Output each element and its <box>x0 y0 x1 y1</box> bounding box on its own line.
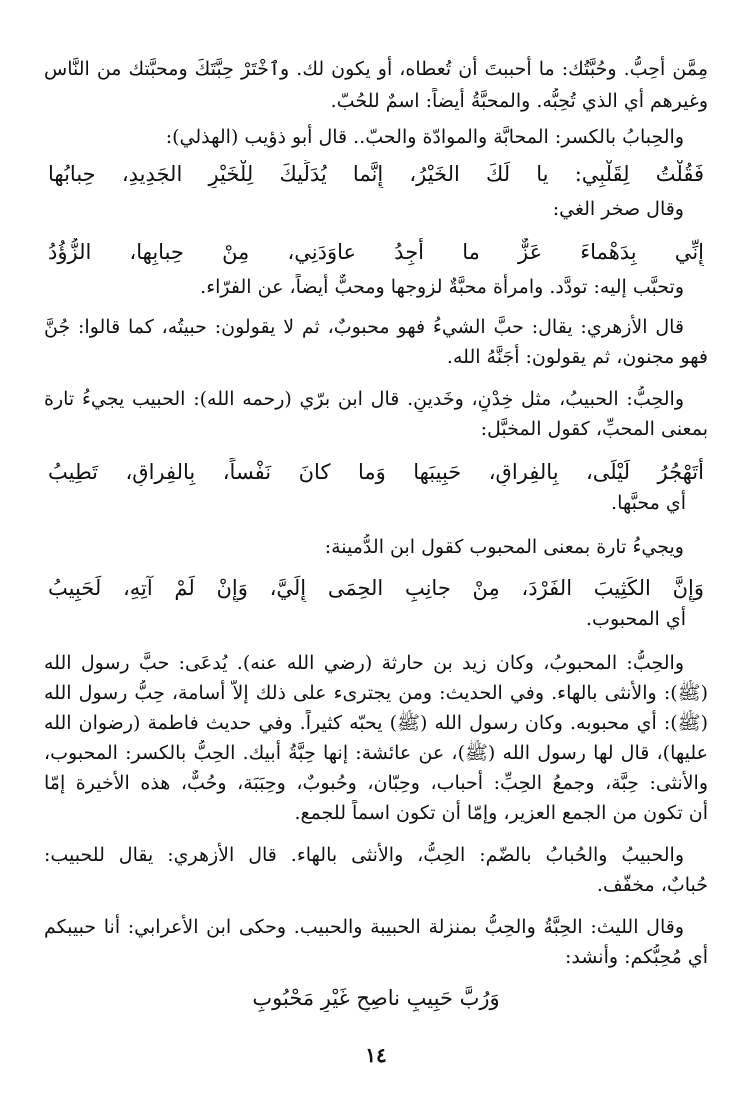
text-line: (ﷺ): أي محبوبه. وكان رسول الله (ﷺ) يحبّه كثيراً. وفي حديث فاطمة (رضوان الله <box>44 712 708 734</box>
verse-line: وَرُبَّ حَبِيبٍ ناصِحٍ غَيْرِ مَحْبُوبِ <box>252 986 500 1010</box>
text-line: (ﷺ): والأنثى بالهاء. وفي الحديث: ومن يجترىء على ذلك إلاَّ أسامة، حِبُّ رسول الله <box>44 682 708 704</box>
text-line: أي مُحِبُّكم: وأنشد: <box>564 946 708 968</box>
text-line: والحِبُّ: المحبوبُ، وكان زيد بن حارثة (رضي الله عنه). يُدعَى: حبَّ رسول الله <box>44 652 684 674</box>
text-line: فهو مجنون، ثم يقولون: أَجَنَّهُ الله. <box>446 346 708 368</box>
text-line: ويجيءُ تارة بمعنى المحبوب كقول ابن الدُّمينة: <box>324 536 684 558</box>
page-number: ١٤ <box>365 1043 387 1067</box>
text-line: وقال صخر الغي: <box>552 198 684 220</box>
text-line: وتحبَّب إليه: تودَّد. وامرأة محبَّةٌ لزوجها ومحبٌّ أيضاً، عن الفرّاء. <box>200 276 684 298</box>
text-line: أي محبَّها. <box>611 492 686 514</box>
text-line: حُبابٌ، مخفّف. <box>596 874 708 896</box>
verse-line: فَقُلْتُ لِقَلْبِي: يا لَكَ الخَيْرُ، إِنَّما يُدَلِّيكَ لِلْخَيْرِ الجَدِيدِ، حِبابُها <box>48 162 704 186</box>
verse-line: أَتَهْجُرُ لَيْلَى، بِالفِراقِ، حَبِيبَها وَما كانَ نَفْساً، بِالفِراقِ، تَطِيبُ <box>48 460 704 484</box>
text-line: والحبيبُ والحُبابُ بالضّم: الحِبُّ، والأنثى بالهاء. قال الأزهري: يقال للحبيب: <box>44 844 684 866</box>
text-line: والحِبابُ بالكسر: المحابَّة والموادّة والحبّ.. قال أبو ذؤيب (الهذلي): <box>165 126 684 148</box>
text-line: والحِبُّ: الحبيبُ، مثل خِدْنٍ، وخَدينٍ. قال ابن برّي (رحمه الله): الحبيب يجيءُ تارة <box>44 388 684 410</box>
text-line: والأنثى: حِبَّة، وجمعُ الحِبِّ: أحباب، وحِبّان، وحُبوبٌ، وحِبَبَة، وحُبٌّ، هذه الأخيرة إمّا <box>44 772 708 794</box>
text-line: أن تكون من الجمع العزير، وإمّا أن تكون اسماً للجمع. <box>294 802 708 824</box>
verse-line: وَإِنَّ الكَثِيبَ الفَرْدَ، مِنْ جانِبِ الحِمَى إِلَيَّ، وَإِنْ لَمْ آتِهِ، لَحَبِيبُ <box>48 576 704 600</box>
text-line: بمعنى المحبِّ، كقول المخبَّل: <box>480 418 708 440</box>
text-line: عليها)، قال لها رسول الله (ﷺ)، عن عائشة: إنها حِبَّةُ أبيك. الحِبُّ بالكسر: المحبوب، <box>44 742 708 764</box>
text-line: وغيرهم أي الذي تُحِبُّه. والمحبَّةُ أيضاً: اسمٌ للحُبّ. <box>330 90 708 112</box>
text-line: أي المحبوب. <box>586 608 686 630</box>
verse-line: إِنِّي بِدَهْماءَ عَزٌّ ما أَجِدُ عاوَدَنِي، مِنْ حِبابِها، الزُّؤُدُ <box>48 240 704 264</box>
text-line: وقال الليث: الحِبَّةُ والحِبُّ بمنزلة الحبيبة والحبيب. وحكى ابن الأعرابي: أنا حبيبكم <box>44 916 684 938</box>
text-line: مِمَّن أُحِبُّ. وحُبَّتُك: ما أحببتَ أن تُعطاه، أو يكون لك. وٱخْتَرْ حِبَّتَكَ ومحبَّتك من النَّاس <box>44 58 708 80</box>
text-line: قال الأزهري: يقال: حبَّ الشيءُ فهو محبوبٌ، ثم لا يقولون: حبيتُه، كما قالوا: جُنَّ <box>44 316 684 338</box>
